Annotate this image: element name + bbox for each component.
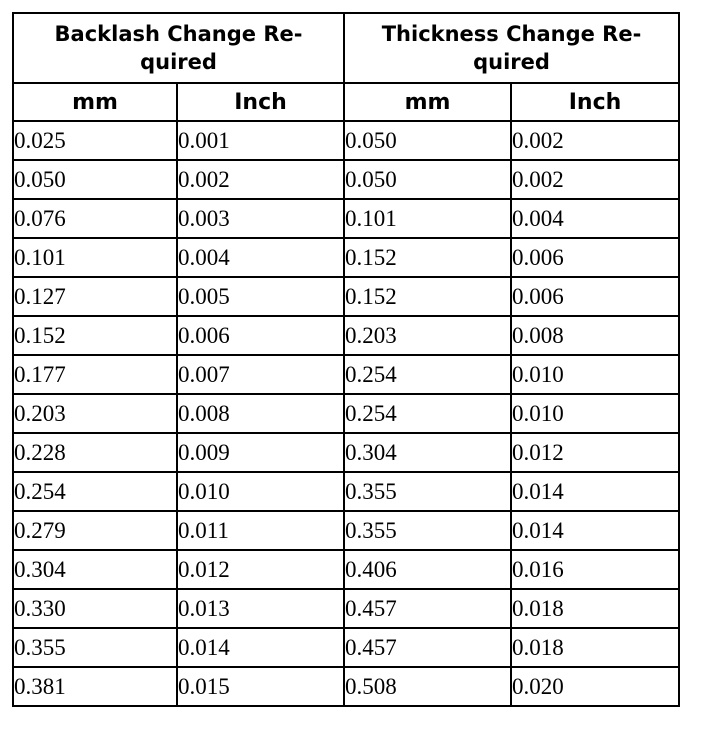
thickness-inch-cell: 0.008	[511, 316, 679, 355]
thickness-mm-cell: 0.101	[344, 199, 511, 238]
backlash-inch-cell: 0.004	[177, 238, 344, 277]
table-row	[13, 199, 679, 238]
table-row	[13, 121, 679, 160]
backlash-inch-cell: 0.007	[177, 355, 344, 394]
backlash-mm-cell: 0.101	[13, 238, 177, 277]
thickness-mm-cell: 0.457	[344, 628, 511, 667]
thickness-inch-cell: 0.006	[511, 238, 679, 277]
backlash-inch-cell: 0.003	[177, 199, 344, 238]
group-header-row	[13, 13, 679, 83]
thickness-inch-header: Inch	[511, 83, 679, 121]
backlash-mm-cell: 0.177	[13, 355, 177, 394]
table-row	[13, 667, 679, 706]
thickness-inch-cell: 0.018	[511, 628, 679, 667]
thickness-mm-cell: 0.406	[344, 550, 511, 589]
table-row	[13, 316, 679, 355]
backlash-inch-cell: 0.002	[177, 160, 344, 199]
table-row	[13, 433, 679, 472]
backlash-inch-cell: 0.013	[177, 589, 344, 628]
thickness-inch-cell: 0.020	[511, 667, 679, 706]
backlash-inch-cell: 0.015	[177, 667, 344, 706]
thickness-mm-cell: 0.457	[344, 589, 511, 628]
backlash-mm-cell: 0.025	[13, 121, 177, 160]
thickness-mm-cell: 0.050	[344, 121, 511, 160]
thickness-inch-cell: 0.002	[511, 160, 679, 199]
backlash-inch-cell: 0.009	[177, 433, 344, 472]
backlash-inch-cell: 0.008	[177, 394, 344, 433]
backlash-mm-cell: 0.050	[13, 160, 177, 199]
backlash-mm-cell: 0.228	[13, 433, 177, 472]
thickness-inch-cell: 0.002	[511, 121, 679, 160]
table-row	[13, 394, 679, 433]
thickness-change-header: Thickness Change Re- quired	[344, 13, 679, 83]
thickness-mm-cell: 0.152	[344, 238, 511, 277]
table-row	[13, 160, 679, 199]
backlash-inch-cell: 0.001	[177, 121, 344, 160]
table-header	[13, 13, 679, 121]
thickness-mm-cell: 0.355	[344, 511, 511, 550]
thickness-mm-cell: 0.304	[344, 433, 511, 472]
conversion-table	[12, 12, 680, 707]
thickness-mm-cell: 0.508	[344, 667, 511, 706]
backlash-inch-cell: 0.012	[177, 550, 344, 589]
thickness-inch-cell: 0.010	[511, 355, 679, 394]
backlash-mm-header: mm	[13, 83, 177, 121]
thickness-mm-cell: 0.254	[344, 355, 511, 394]
backlash-inch-header: Inch	[177, 83, 344, 121]
thickness-inch-cell: 0.018	[511, 589, 679, 628]
thickness-mm-cell: 0.254	[344, 394, 511, 433]
backlash-mm-cell: 0.152	[13, 316, 177, 355]
backlash-inch-cell: 0.011	[177, 511, 344, 550]
thickness-inch-cell: 0.014	[511, 472, 679, 511]
thickness-inch-cell: 0.014	[511, 511, 679, 550]
thickness-mm-cell: 0.152	[344, 277, 511, 316]
backlash-inch-cell: 0.014	[177, 628, 344, 667]
thickness-inch-cell: 0.016	[511, 550, 679, 589]
backlash-change-header: Backlash Change Re- quired	[13, 13, 344, 83]
table-row	[13, 511, 679, 550]
backlash-mm-cell: 0.076	[13, 199, 177, 238]
backlash-mm-cell: 0.127	[13, 277, 177, 316]
backlash-mm-cell: 0.279	[13, 511, 177, 550]
backlash-mm-cell: 0.304	[13, 550, 177, 589]
thickness-mm-cell: 0.203	[344, 316, 511, 355]
table-row	[13, 355, 679, 394]
thickness-inch-cell: 0.006	[511, 277, 679, 316]
thickness-inch-cell: 0.012	[511, 433, 679, 472]
backlash-inch-cell: 0.005	[177, 277, 344, 316]
table-row	[13, 589, 679, 628]
backlash-mm-cell: 0.330	[13, 589, 177, 628]
thickness-inch-cell: 0.004	[511, 199, 679, 238]
table-row	[13, 628, 679, 667]
table-row	[13, 277, 679, 316]
thickness-mm-cell: 0.355	[344, 472, 511, 511]
unit-header-row	[13, 83, 679, 121]
table-row	[13, 472, 679, 511]
backlash-inch-cell: 0.010	[177, 472, 344, 511]
backlash-mm-cell: 0.254	[13, 472, 177, 511]
backlash-mm-cell: 0.381	[13, 667, 177, 706]
table-row	[13, 550, 679, 589]
thickness-mm-cell: 0.050	[344, 160, 511, 199]
table-body	[13, 121, 679, 706]
backlash-mm-cell: 0.203	[13, 394, 177, 433]
thickness-mm-header: mm	[344, 83, 511, 121]
backlash-mm-cell: 0.355	[13, 628, 177, 667]
thickness-inch-cell: 0.010	[511, 394, 679, 433]
backlash-inch-cell: 0.006	[177, 316, 344, 355]
table-row	[13, 238, 679, 277]
